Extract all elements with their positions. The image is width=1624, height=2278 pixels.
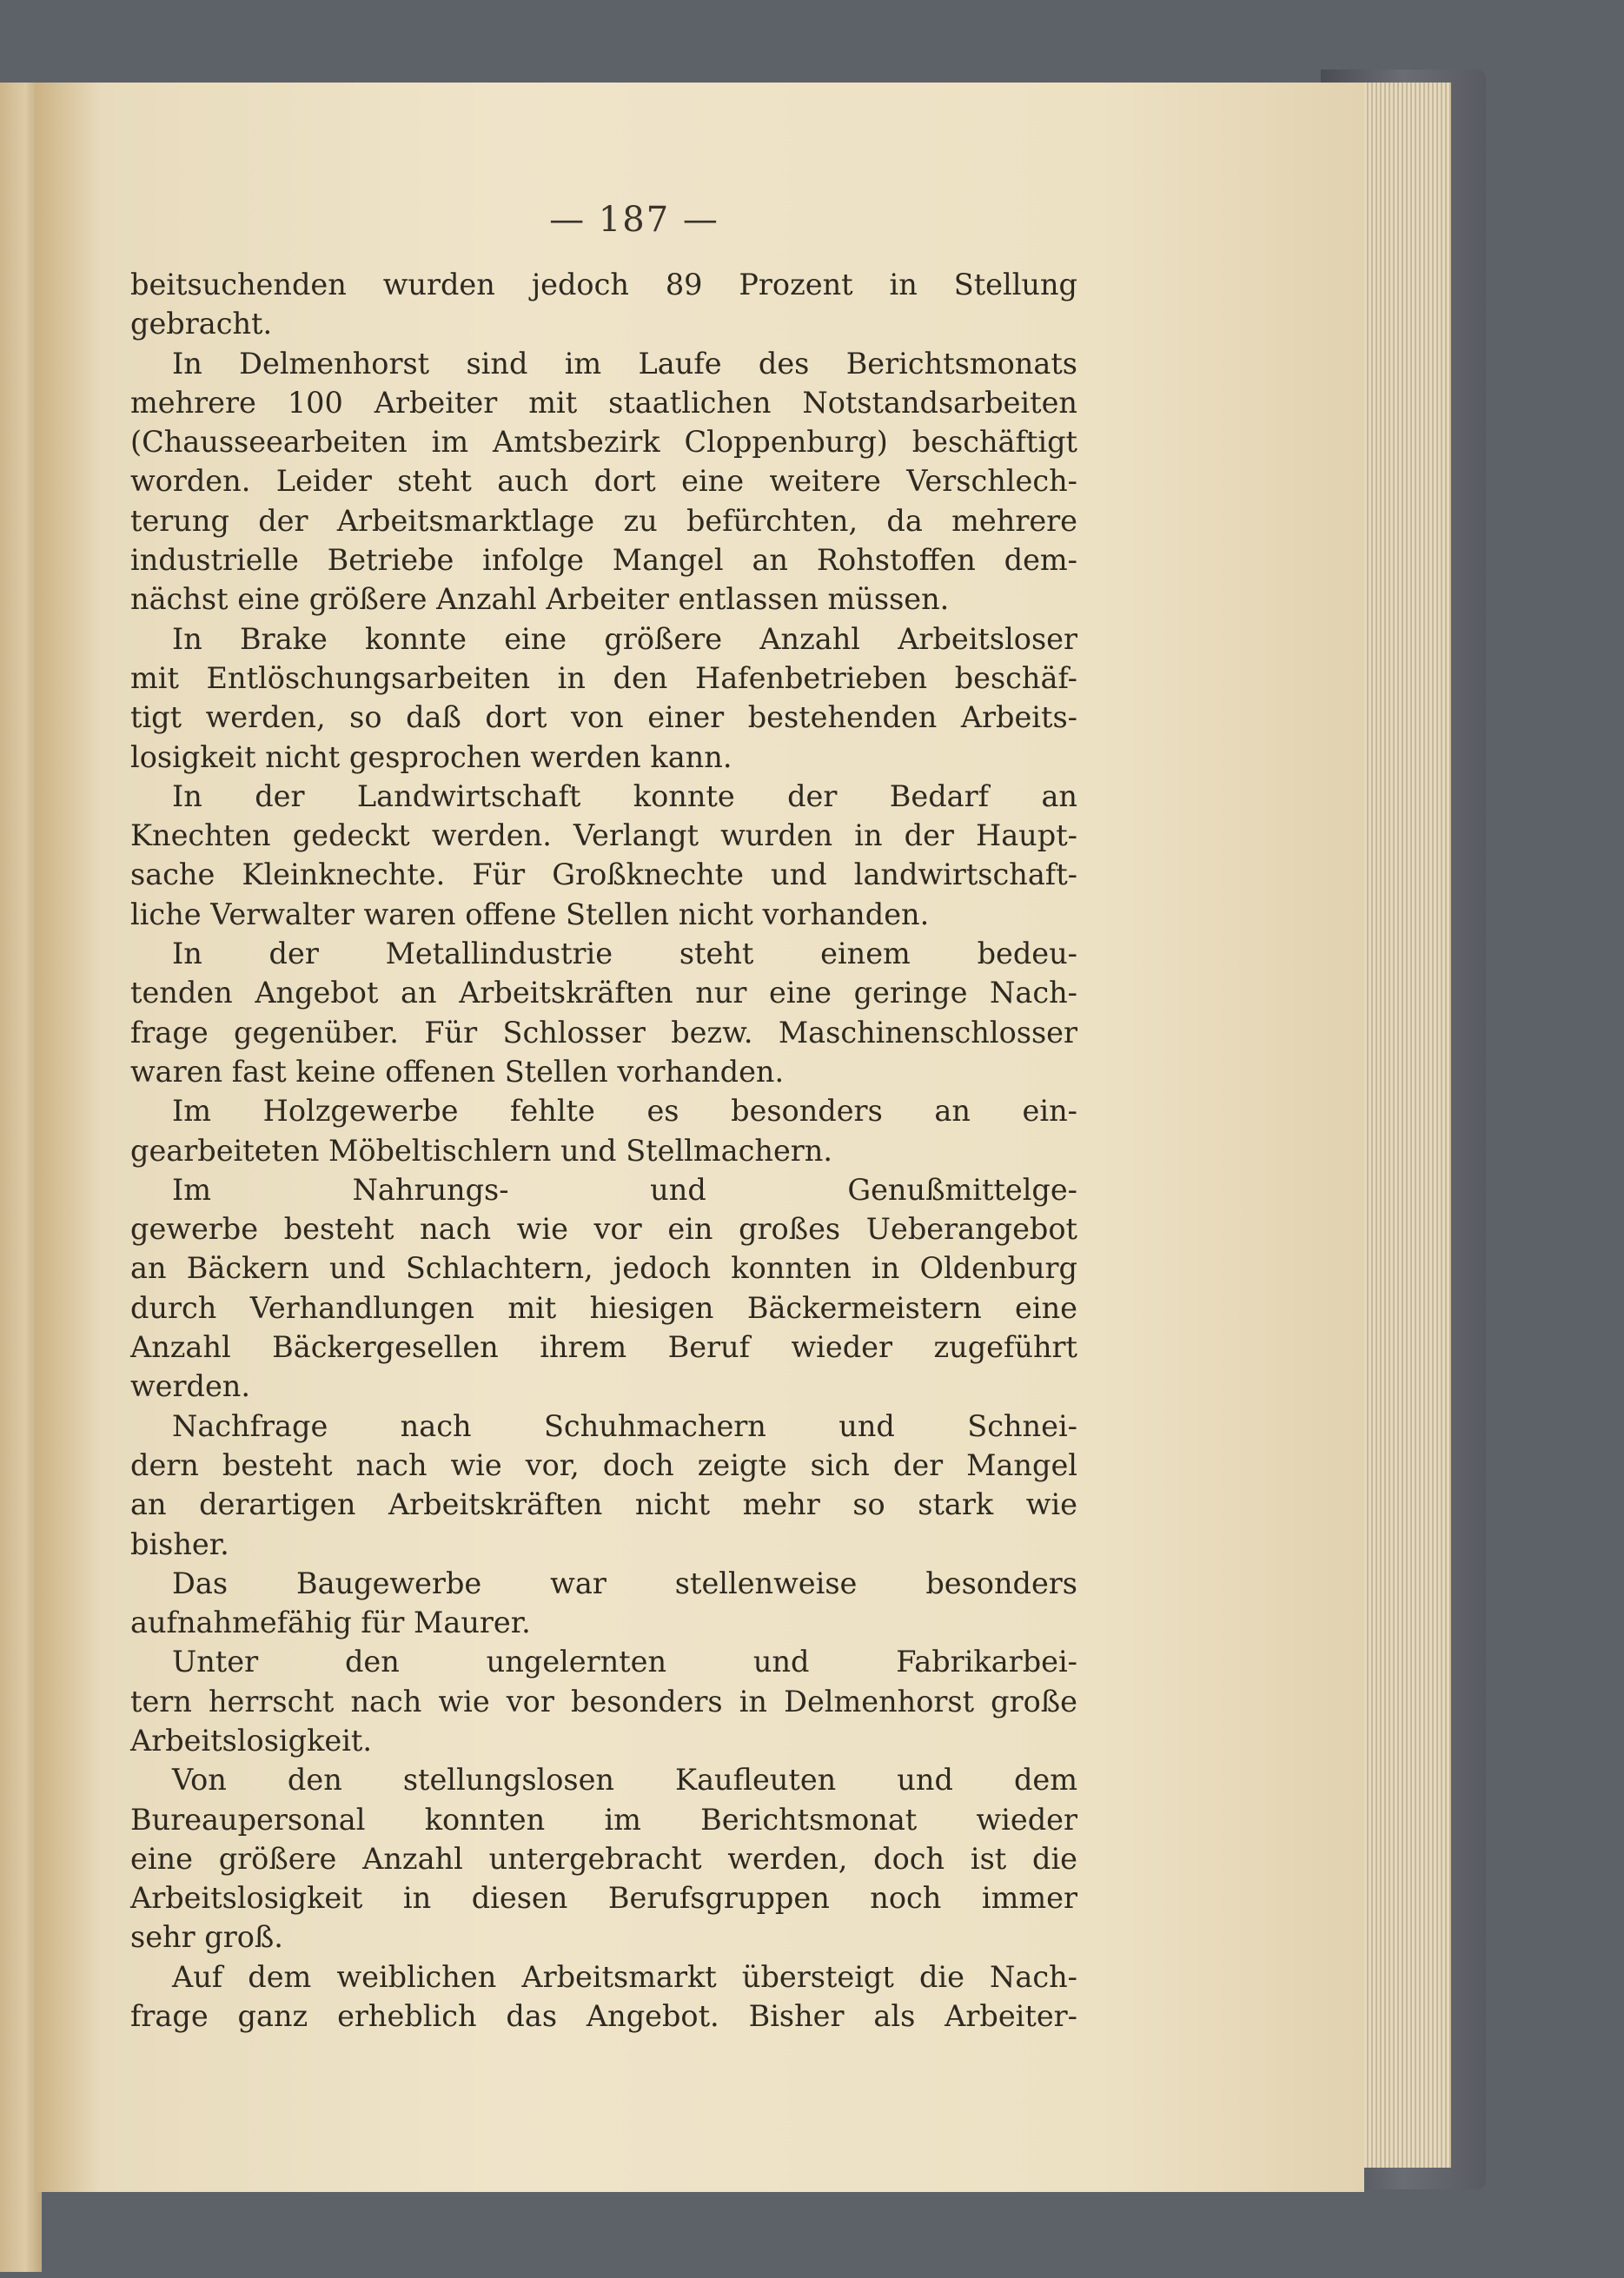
- text-line: werden.: [130, 1369, 251, 1404]
- text-line: Arbeitslosigkeit.: [130, 1723, 373, 1758]
- text-line: (Chausseearbeiten im Amtsbezirk Cloppenburg) beschäftigt: [130, 425, 1077, 460]
- text-line: Knechten gedeckt werden. Verlangt wurden in der Haupt-: [130, 818, 1077, 853]
- text-line: sehr groß.: [130, 1920, 283, 1955]
- text-line: Anzahl Bäckergesellen ihrem Beruf wieder zugeführt: [130, 1330, 1077, 1365]
- paragraph-11: [130, 1760, 1077, 1957]
- text-line: liche Verwalter waren offene Stellen nicht vorhanden.: [130, 897, 930, 931]
- paragraph-5: [130, 934, 1077, 1091]
- text-line: Nachfrage nach Schuhmachern und Schnei-: [172, 1408, 1077, 1443]
- paragraph-12: [130, 1957, 1077, 2036]
- book-page: [35, 83, 1364, 2192]
- text-line: waren fast keine offenen Stellen vorhanden.: [130, 1054, 785, 1089]
- paragraph-6: [130, 1091, 1077, 1170]
- text-line: an Bäckern und Schlachtern, jedoch konnten in Oldenburg: [130, 1251, 1077, 1286]
- text-line: tenden Angebot an Arbeitskräften nur eine geringe Nach-: [130, 976, 1077, 1010]
- text-line: eine größere Anzahl untergebracht werden, doch ist die: [130, 1841, 1077, 1876]
- paragraph-2: [130, 344, 1077, 619]
- paragraph-9: [130, 1564, 1077, 1643]
- text-line: nächst eine größere Anzahl Arbeiter entlassen müssen.: [130, 582, 950, 617]
- text-line: aufnahmefähig für Maurer.: [130, 1606, 531, 1640]
- text-line: In der Landwirtschaft konnte der Bedarf an: [172, 778, 1077, 813]
- paragraph-3: [130, 619, 1077, 777]
- paragraph-10: [130, 1642, 1077, 1760]
- text-line: gewerbe besteht nach wie vor ein großes Ueberangebot: [130, 1212, 1077, 1247]
- text-line: Im Nahrungs- und Genußmittelge-: [172, 1172, 1077, 1207]
- body-text: [130, 265, 1077, 2036]
- paragraph-4: [130, 777, 1077, 934]
- text-line: In Delmenhorst sind im Laufe des Berichtsmonats: [172, 346, 1077, 381]
- text-line: Das Baugewerbe war stellenweise besonders: [172, 1566, 1077, 1600]
- text-line: Unter den ungelernten und Fabrikarbei-: [172, 1645, 1077, 1679]
- text-line: gearbeiteten Möbeltischlern und Stellmachern.: [130, 1133, 833, 1168]
- text-line: tern herrscht nach wie vor besonders in Delmenhorst große: [130, 1684, 1077, 1718]
- text-line: beitsuchenden wurden jedoch 89 Prozent in Stellung: [130, 268, 1077, 301]
- page-number: — 187 —: [549, 200, 719, 240]
- text-line: an derartigen Arbeitskräften nicht mehr so stark wie: [130, 1487, 1077, 1522]
- text-line: In der Metallindustrie steht einem bedeu-: [172, 937, 1077, 971]
- text-line: losigkeit nicht gesprochen werden kann.: [130, 739, 732, 774]
- text-line: worden. Leider steht auch dort eine weitere Verschlech-: [130, 464, 1077, 499]
- text-line: durch Verhandlungen mit hiesigen Bäckermeistern eine: [130, 1290, 1077, 1325]
- text-line: Arbeitslosigkeit in diesen Berufsgruppen noch immer: [130, 1881, 1077, 1916]
- text-line: In Brake konnte eine größere Anzahl Arbeitsloser: [172, 621, 1077, 656]
- paragraph-8: [130, 1407, 1077, 1564]
- text-line: frage ganz erheblich das Angebot. Bisher als Arbeiter-: [130, 1999, 1077, 2034]
- text-line: Von den stellungslosen Kaufleuten und dem: [172, 1763, 1077, 1798]
- text-line: mit Entlöschungsarbeiten in den Hafenbetrieben beschäf-: [130, 660, 1077, 695]
- text-line: bisher.: [130, 1526, 229, 1561]
- text-line: industrielle Betriebe infolge Mangel an Rohstoffen dem-: [130, 543, 1077, 578]
- paragraph-7: [130, 1170, 1077, 1407]
- text-line: tigt werden, so daß dort von einer bestehenden Arbeits-: [130, 700, 1077, 735]
- paragraph-1: [130, 265, 1077, 344]
- text-line: terung der Arbeitsmarktlage zu befürchten, da mehrere: [130, 503, 1077, 538]
- page-stack-edge: [1356, 83, 1451, 2168]
- text-line: frage gegenüber. Für Schlosser bezw. Maschinenschlosser: [130, 1015, 1077, 1050]
- text-line: Auf dem weiblichen Arbeitsmarkt übersteigt die Nach-: [172, 1959, 1077, 1994]
- text-line: gebracht.: [130, 307, 273, 341]
- text-line: dern besteht nach wie vor, doch zeigte sich der Mangel: [130, 1447, 1077, 1482]
- text-line: Im Holzgewerbe fehlte es besonders an ein-: [172, 1094, 1077, 1129]
- text-line: Bureaupersonal konnten im Berichtsmonat wieder: [130, 1802, 1077, 1837]
- text-line: mehrere 100 Arbeiter mit staatlichen Notstandsarbeiten: [130, 385, 1077, 420]
- text-line: sache Kleinknechte. Für Großknechte und landwirtschaft-: [130, 858, 1077, 892]
